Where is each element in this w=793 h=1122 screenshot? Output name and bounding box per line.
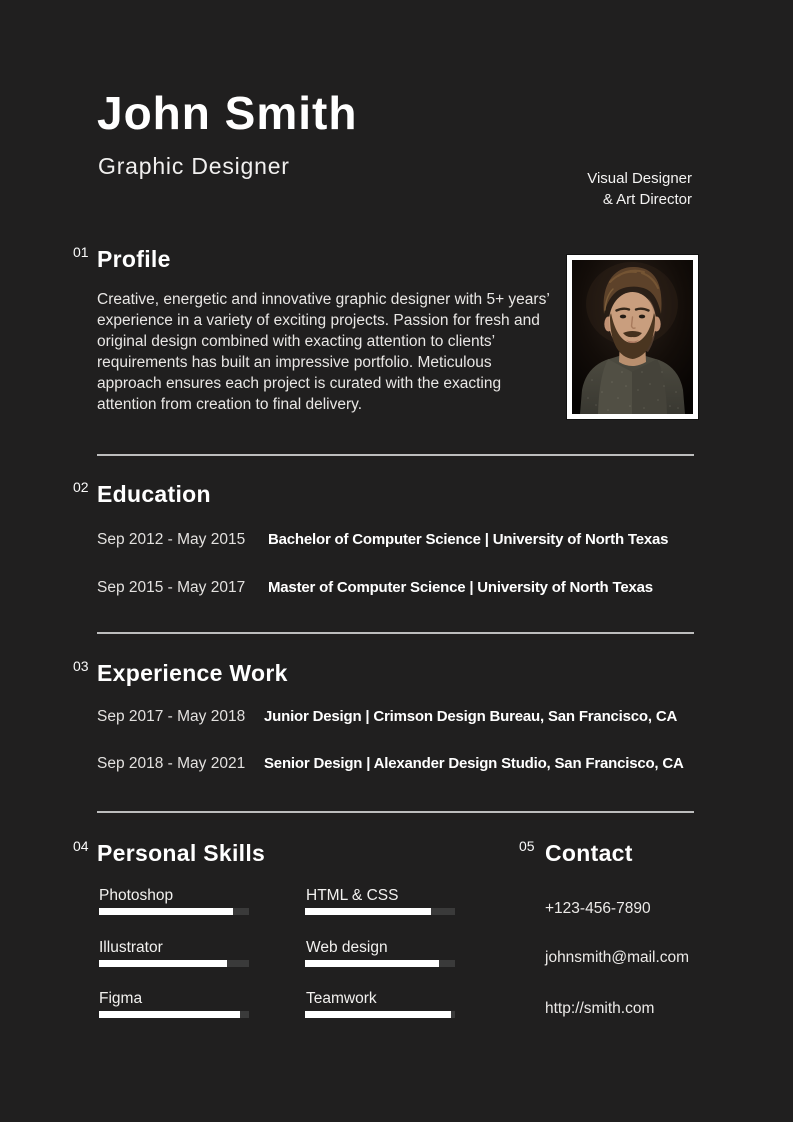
- section-heading-experience: Experience Work: [97, 660, 288, 686]
- skill-bar-fill: [99, 960, 227, 967]
- skill-label: Web design: [306, 939, 388, 956]
- skill-label: Figma: [99, 990, 143, 1007]
- contact-website: http://smith.com: [545, 1000, 655, 1017]
- education-dates: Sep 2015 - May 2017: [97, 579, 246, 596]
- experience-detail: Senior Design | Alexander Design Studio, San Francisco, CA: [264, 755, 684, 772]
- profile-photo: [572, 260, 693, 414]
- section-number-profile: 01: [73, 244, 89, 260]
- secondary-role: [587, 168, 692, 210]
- experience-dates: Sep 2017 - May 2018: [97, 708, 246, 725]
- section-number-experience: 03: [73, 658, 89, 674]
- skill-label: Photoshop: [99, 887, 174, 904]
- section-heading-contact: Contact: [545, 840, 633, 866]
- job-title: Graphic Designer: [98, 153, 290, 179]
- section-heading-skills: Personal Skills: [97, 840, 266, 866]
- section-number-skills: 04: [73, 838, 89, 854]
- section-number-contact: 05: [519, 838, 535, 854]
- skill-bar: [305, 960, 455, 967]
- section-divider: [97, 632, 694, 634]
- skill-bar-fill: [305, 908, 431, 915]
- skill-label: HTML & CSS: [306, 887, 399, 904]
- skill-bar-fill: [99, 1011, 240, 1018]
- section-heading-education: Education: [97, 481, 211, 507]
- experience-row: [97, 708, 717, 726]
- education-dates: Sep 2012 - May 2015: [97, 531, 246, 548]
- skill-bar: [305, 908, 455, 915]
- skill-label: Illustrator: [99, 939, 163, 956]
- experience-detail: Junior Design | Crimson Design Bureau, San Francisco, CA: [264, 708, 678, 725]
- skill-bar-fill: [305, 1011, 451, 1018]
- profile-summary: Creative, energetic and innovative graphic designer with 5+ years’ experience in a variety of exciting projects. Passion for fresh and original design combined with exacting attention to clients’ requirements has built an impressive portfolio. Meticulous approach ensures each project is curated with the exacting attention from creation to final delivery.: [97, 291, 550, 413]
- skill-bar-fill: [305, 960, 439, 967]
- skill-label: Teamwork: [306, 990, 377, 1007]
- experience-row: [97, 755, 717, 773]
- education-row: [97, 531, 697, 549]
- secondary-role-line1: Visual Designer: [587, 170, 692, 187]
- secondary-role-line2: & Art Director: [602, 191, 692, 208]
- profile-photo-frame: [567, 255, 698, 419]
- education-row: [97, 579, 697, 597]
- education-detail: Bachelor of Computer Science | University of North Texas: [268, 531, 669, 548]
- contact-email: johnsmith@mail.com: [545, 949, 690, 966]
- skill-bar: [99, 960, 249, 967]
- skill-bar-fill: [99, 908, 233, 915]
- education-detail: Master of Computer Science | University of North Texas: [268, 579, 653, 596]
- skill-bar: [305, 1011, 455, 1018]
- skill-bar: [99, 1011, 249, 1018]
- contact-phone: +123-456-7890: [545, 900, 651, 917]
- experience-dates: Sep 2018 - May 2021: [97, 755, 246, 772]
- skill-bar: [99, 908, 249, 915]
- person-name: John Smith: [97, 87, 358, 139]
- section-divider: [97, 454, 694, 456]
- section-divider: [97, 811, 694, 813]
- section-heading-profile: Profile: [97, 246, 171, 272]
- section-number-education: 02: [73, 479, 89, 495]
